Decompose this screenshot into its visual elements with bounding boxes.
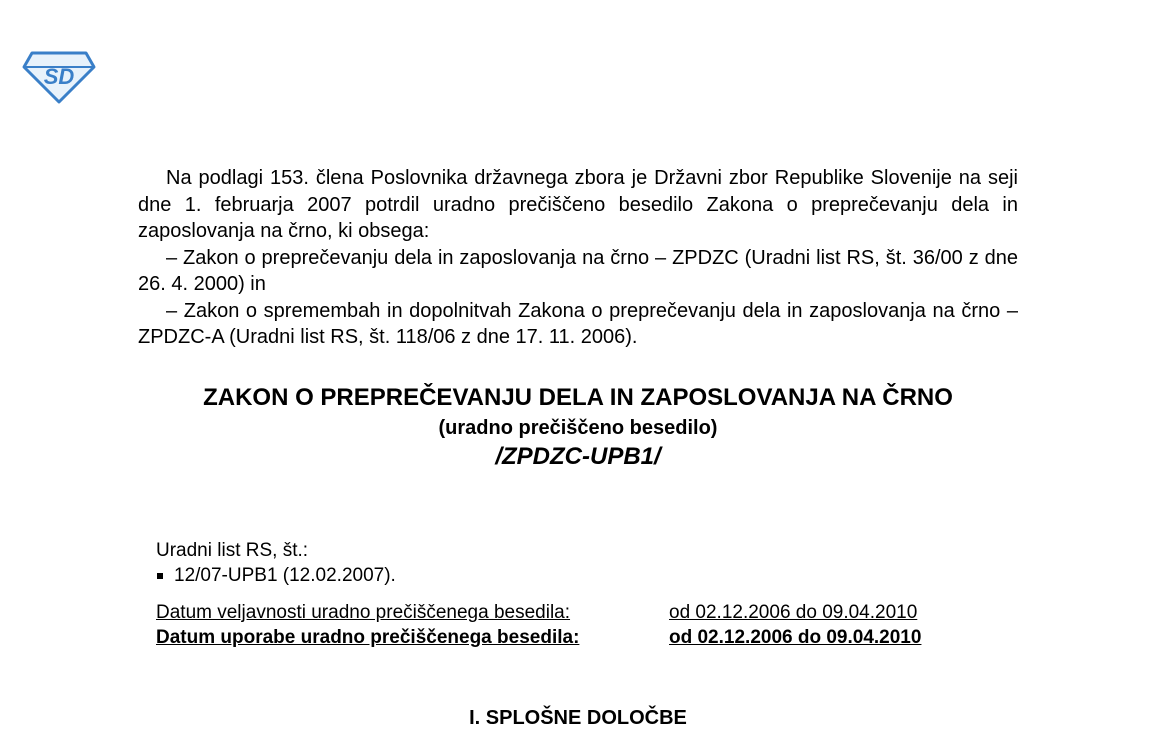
law-abbreviation: /ZPDZC-UPB1/ [495,443,661,470]
law-title-block [138,382,1018,472]
law-subtitle: (uradno prečiščeno besedilo) [438,417,718,439]
gazette-reference [156,538,856,588]
validity-value: od 02.12.2006 do 09.04.2010 [669,602,918,623]
validity-row [156,600,976,625]
intro-text [138,165,1018,351]
section-heading: I. SPLOŠNE DOLOČBE [469,707,687,729]
gazette-label: Uradni list RS, št.: [156,540,309,561]
gazette-list-item [156,563,856,588]
use-value: od 02.12.2006 do 09.04.2010 [669,627,922,648]
use-label: Datum uporabe uradno prečiščenega besedila: [156,627,580,648]
bullet-icon [157,573,163,579]
use-row [156,625,976,650]
svg-text:SD: SD [43,64,75,89]
dates-block [156,600,976,650]
intro-paragraph-3: – Zakon o spremembah in dopolnitvah Zakona o preprečevanju dela in zaposlovanja na črno – ZPDZC-A (Uradni list RS, št. 118/06 z dne 17. 11. 2006). [138,299,1018,348]
gazette-item-text: 12/07-UPB1 (12.02.2007). [174,565,396,586]
intro-paragraph-2: – Zakon o preprečevanju dela in zaposlovanja na črno – ZPDZC (Uradni list RS, št. 36/00 z dne 26. 4. 2000) in [138,246,1018,295]
validity-label: Datum veljavnosti uradno prečiščenega besedila: [156,602,571,623]
sd-logo-icon [22,50,96,105]
law-title: ZAKON O PREPREČEVANJU DELA IN ZAPOSLOVANJA NA ČRNO [203,384,953,411]
intro-paragraph-1: Na podlagi 153. člena Poslovnika državnega zbora je Državni zbor Republike Slovenije na seji dne 1. februarja 2007 potrdil uradno prečiščeno besedilo Zakona o preprečevanju dela in zaposlovanja na črno, ki obsega: [138,167,1018,242]
